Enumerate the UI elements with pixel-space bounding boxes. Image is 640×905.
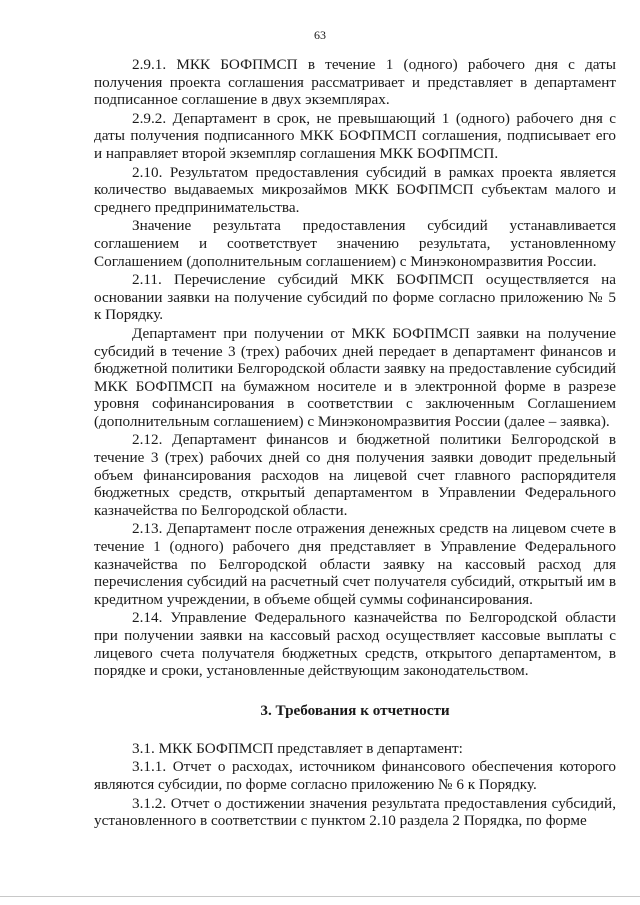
- paragraph-2-10: 2.10. Результатом предоставления субсидий в рамках проекта является количество выдаваемых микрозаймов МКК БОФПМСП субъектам малого и среднего предпринимательства.: [94, 163, 616, 216]
- paragraph-3-1-1: 3.1.1. Отчет о расходах, источником финансового обеспечения которого являются субсидии, по форме согласно приложению № 6 к Порядку.: [94, 758, 616, 793]
- paragraph-3-1: 3.1. МКК БОФПМСП представляет в департамент:: [132, 739, 463, 757]
- paragraph-2-12: 2.12. Департамент финансов и бюджетной политики Белгородской в течение 3 (трех) рабочих дней со дня получения заявки доводит предельный объем финансирования расходов на лицевой счет главного распорядителя бюджетных средств, открытый департаментом в Управлении Федерального казначейства по Белгородской области.: [94, 431, 616, 519]
- paragraph-result-value: Значение результата предоставления субсидий устанавливается соглашением и соответствует значению результата, установленному Соглашением (дополнительным соглашением) с Минэкономразвития России.: [94, 217, 616, 270]
- section-title: 3. Требования к отчетности: [260, 701, 450, 719]
- page-number: 63: [314, 28, 326, 42]
- paragraph-2-13: 2.13. Департамент после отражения денежных средств на лицевом счете в течение 1 (одного) рабочего дня представляет в Управление Федерального казначейства по Белгородской области заявку на кассовый расход для перечисления субсидий на расчетный счет получателя субсидий, открытый им в кредитном учреждении, в объеме общей суммы софинансирования.: [94, 520, 616, 608]
- paragraph-2-9-2: 2.9.2. Департамент в срок, не превышающий 1 (одного) рабочего дня с даты получения подписанного МКК БОФПМСП соглашения, подписывает его и направляет второй экземпляр соглашения МКК БОФПМСП.: [94, 109, 616, 162]
- paragraph-3-1-2: 3.1.2. Отчет о достижении значения результата предоставления субсидий, установленного в соответствии с пунктом 2.10 раздела 2 Порядка, по форме: [94, 794, 616, 830]
- paragraph-2-9-1: 2.9.1. МКК БОФПМСП в течение 1 (одного) рабочего дня с даты получения проекта соглашения рассматривает и представляет в департамент подписанное соглашение в двух экземплярах.: [94, 56, 616, 109]
- scan-edge-line: [0, 896, 640, 897]
- paragraph-2-11: 2.11. Перечисление субсидий МКК БОФПМСП осуществляется на основании заявки на получение субсидий по форме согласно приложению № 5 к Порядку.: [94, 271, 616, 324]
- paragraph-department-request: Департамент при получении от МКК БОФПМСП заявки на получение субсидий в течение 3 (трех) рабочих дней передает в департамент финансов и бюджетной политики Белгородской области заявку на предоставление субсидий МКК БОФПМСП на бумажном носителе и в электронной форме в разрезе уровня софинансирования в соответствии с заключенным Соглашением (дополнительным соглашением) с Минэкономразвития России (далее – заявка).: [94, 324, 616, 430]
- paragraph-2-14: 2.14. Управление Федерального казначейства по Белгородской области при получении заявки на кассовый расход осуществляет кассовые выплаты с лицевого счета получателя бюджетных средств, открытого департаментом, в порядке и сроки, установленные действующим законодательством.: [94, 609, 616, 680]
- document-body: [94, 56, 616, 830]
